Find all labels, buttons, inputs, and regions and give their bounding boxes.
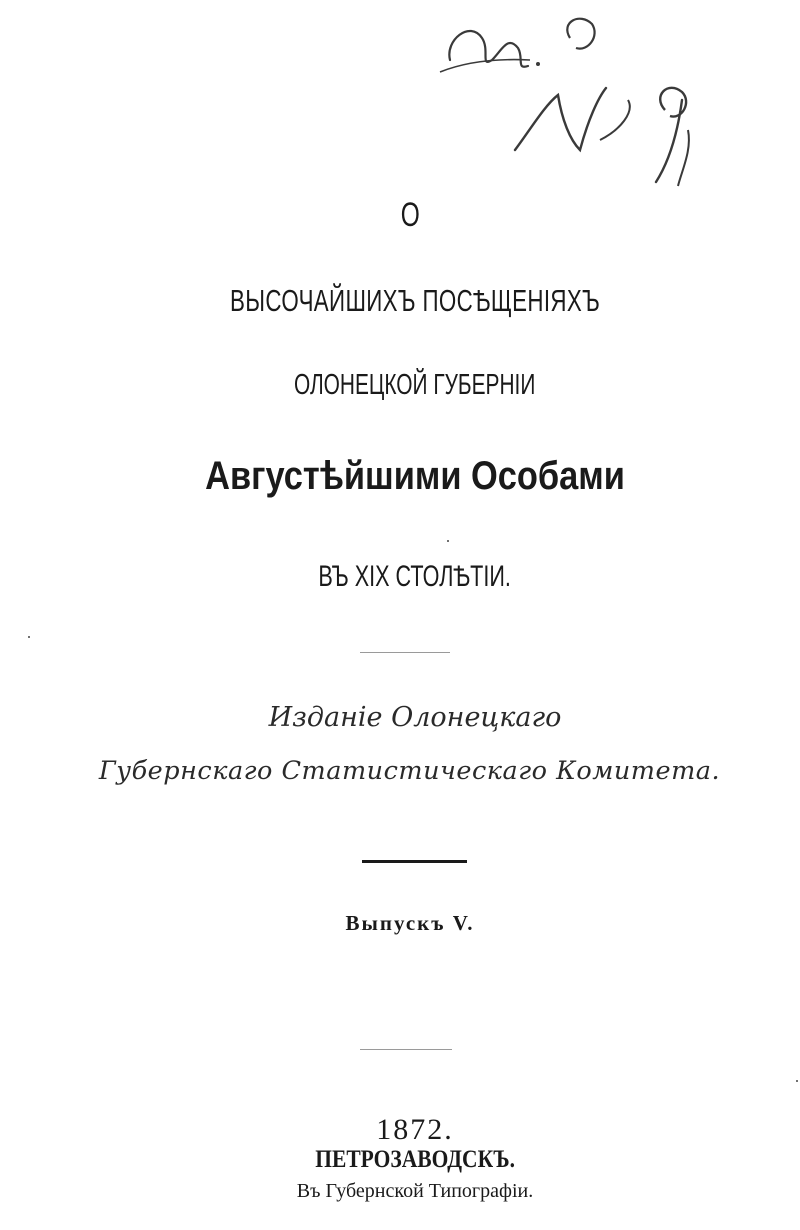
press-text: Въ Губернской Типографіи. [296,1180,534,1202]
title-line-4 [15,452,800,499]
paper-speck [447,540,449,542]
title-line-5 [15,560,800,594]
title-century: ВЪ XIX СТОЛѢТІИ. [318,560,512,593]
year-text: 1872. [376,1113,454,1146]
publisher-line-1 [15,702,800,733]
title-province: ОЛОНЕЦКОЙ ГУБЕРНІИ [294,369,536,401]
issue-label: Выпускъ V. [345,911,475,935]
title-line-1 [10,196,800,235]
publisher-committee: Губернскаго Статистическаго Комитета. [99,756,721,785]
divider-thin-bottom [360,1049,452,1050]
title-line-3 [15,369,800,402]
divider-bold [362,860,467,863]
paper-speck [796,1080,798,1082]
title-august-persons: Августѣйшими Особами [205,454,625,498]
imprint-press [15,1180,800,1203]
imprint-city [15,1146,800,1174]
imprint-year [15,1113,800,1147]
issue-number [10,911,800,936]
title-visits: ВЫСОЧАЙШИХЪ ПОСѢЩЕНІЯХЪ [229,283,601,318]
publisher-line-2 [10,756,800,785]
paper-speck [28,636,30,638]
city-text: ПЕТРОЗАВОДСКЪ. [315,1146,515,1173]
divider-thin-top [360,652,450,653]
title-line-2 [15,283,800,319]
handwritten-inventory-mark [420,0,750,200]
title-o: О [400,196,420,234]
publisher-edition: Изданіе Олонецкаго [268,702,562,733]
